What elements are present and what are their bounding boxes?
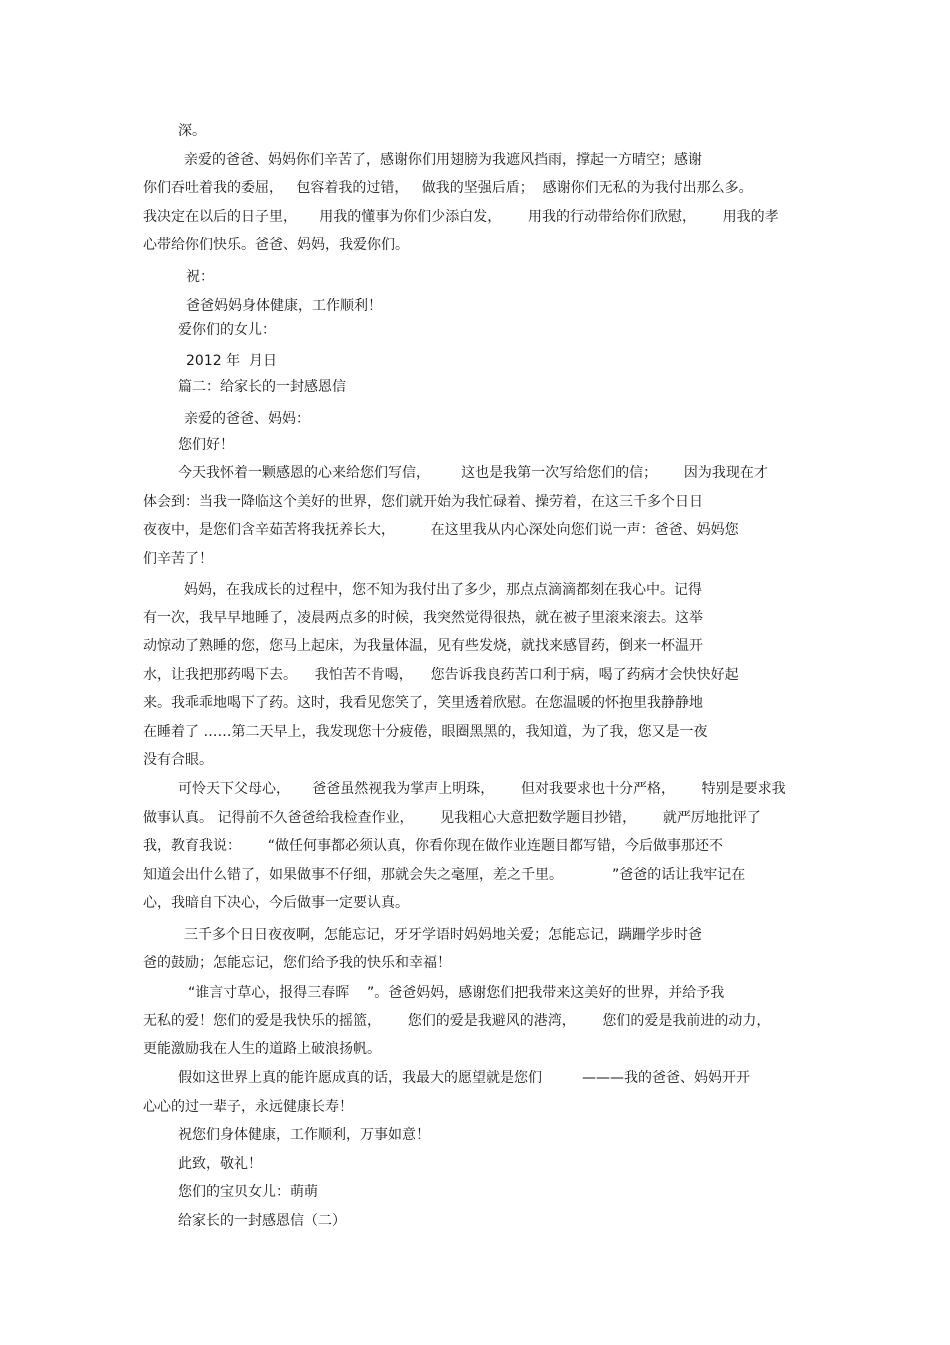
- text-line: 心心的过一辈子，永远健康长寿！: [143, 1099, 353, 1115]
- text-line: 知道会出什么错了，如果做事不仔细，那就会失之毫厘，差之千里。 ”爸爸的话让我牢记在: [143, 867, 746, 883]
- text-line: 无私的爱！您们的爱是我快乐的摇篮， 您们的爱是我避风的港湾， 您们的爱是我前进的动力，: [143, 1013, 771, 1029]
- text-line: 篇二：给家长的一封感恩信: [178, 379, 346, 395]
- text-line: 来。我乖乖地喝下了药。这时，我看见您笑了，笑里透着欣慰。在您温暖的怀抱里我静静地: [143, 695, 703, 711]
- text-line: 给家长的一封感恩信（二）: [178, 1213, 346, 1229]
- text-line: “谁言寸草心，报得三春晖 ”。爸爸妈妈，感谢您们把我带来这美好的世界，并给予我: [188, 985, 725, 1001]
- text-line: 可怜天下父母心， 爸爸虽然视我为掌声上明珠， 但对我要求也十分严格， 特别是要求我: [178, 781, 786, 797]
- text-line: 此致，敬礼！: [178, 1156, 262, 1172]
- text-line: 们辛苦了！: [143, 551, 213, 567]
- text-line: 您们的宝贝女儿：萌萌: [178, 1184, 318, 1200]
- text-line: 动惊动了熟睡的您，您马上起床，为我量体温，见有些发烧，就找来感冒药，倒来一杯温开: [143, 638, 703, 654]
- text-line: 做事认真。 记得前不久爸爸给我检查作业， 见我粗心大意把数学题目抄错， 就严厉地批评了: [143, 810, 761, 826]
- text-line: 假如这世界上真的能许愿成真的话，我最大的愿望就是您们 ———我的爸爸、妈妈开开: [178, 1070, 751, 1086]
- text-line: 水，让我把那药喝下去。 我怕苦不肯喝， 您告诉我良药苦口利于病，喝了药病才会快快好起: [143, 667, 739, 683]
- text-line: 我决定在以后的日子里， 用我的懂事为你们少添白发， 用我的行动带给你们欣慰， 用我的孝: [143, 209, 779, 225]
- text-line: 你们吞吐着我的委屈， 包容着我的过错， 做我的坚强后盾； 感谢你们无私的为我付出那么多。: [143, 180, 753, 196]
- text-line: 体会到：当我一降临这个美好的世界，您们就开始为我忙碌着、操劳着，在这三千多个日日: [143, 494, 703, 510]
- text-line: 妈妈，在我成长的过程中，您不知为我付出了多少，那点点滴滴都刻在我心中。记得: [184, 582, 702, 598]
- text-line: 在睡着了 ……第二天早上，我发现您十分疲倦，眼圈黑黑的，我知道，为了我，您又是一夜: [143, 724, 708, 740]
- text-line: 今天我怀着一颗感恩的心来给您们写信， 这也是我第一次写给您们的信； 因为我现在才: [178, 465, 768, 481]
- text-line: 祝：: [186, 269, 214, 285]
- text-line: 没有合眼。: [143, 752, 213, 768]
- text-line: 心，我暗自下决心，今后做事一定要认真。: [143, 895, 409, 911]
- text-line: 深。: [178, 123, 206, 139]
- text-line: 爱你们的女儿：: [178, 322, 276, 338]
- text-line: 祝您们身体健康，工作顺利，万事如意！: [178, 1127, 430, 1143]
- text-line: 爸的鼓励；怎能忘记，您们给予我的快乐和幸福！: [143, 955, 451, 971]
- text-line: 爸爸妈妈身体健康，工作顺利！: [186, 298, 382, 314]
- text-line: 您们好！: [178, 437, 234, 453]
- text-line: 亲爱的爸爸、妈妈：: [184, 411, 310, 427]
- text-line: 有一次，我早早地睡了，凌晨两点多的时候，我突然觉得很热，就在被子里滚来滚去。这举: [143, 610, 703, 626]
- text-line: 2012 年 月日: [186, 353, 277, 369]
- text-line: 夜夜中，是您们含辛茹苦将我抚养长大， 在这里我从内心深处向您们说一声：爸爸、妈妈您: [143, 522, 739, 538]
- text-line: 三千多个日日夜夜啊，怎能忘记，牙牙学语时妈妈地关爱；怎能忘记，蹒跚学步时爸: [184, 927, 702, 943]
- text-line: 我，教育我说： “做任何事都必须认真，你看你现在做作业连题目都写错，今后做事那还不: [143, 838, 723, 854]
- text-line: 更能激励我在人生的道路上破浪扬帆。: [143, 1041, 381, 1057]
- text-line: 心带给你们快乐。爸爸、妈妈，我爱你们。: [143, 237, 409, 253]
- text-line: 亲爱的爸爸、妈妈你们辛苦了，感谢你们用翅膀为我遮风挡雨，撑起一方晴空；感谢: [184, 152, 702, 168]
